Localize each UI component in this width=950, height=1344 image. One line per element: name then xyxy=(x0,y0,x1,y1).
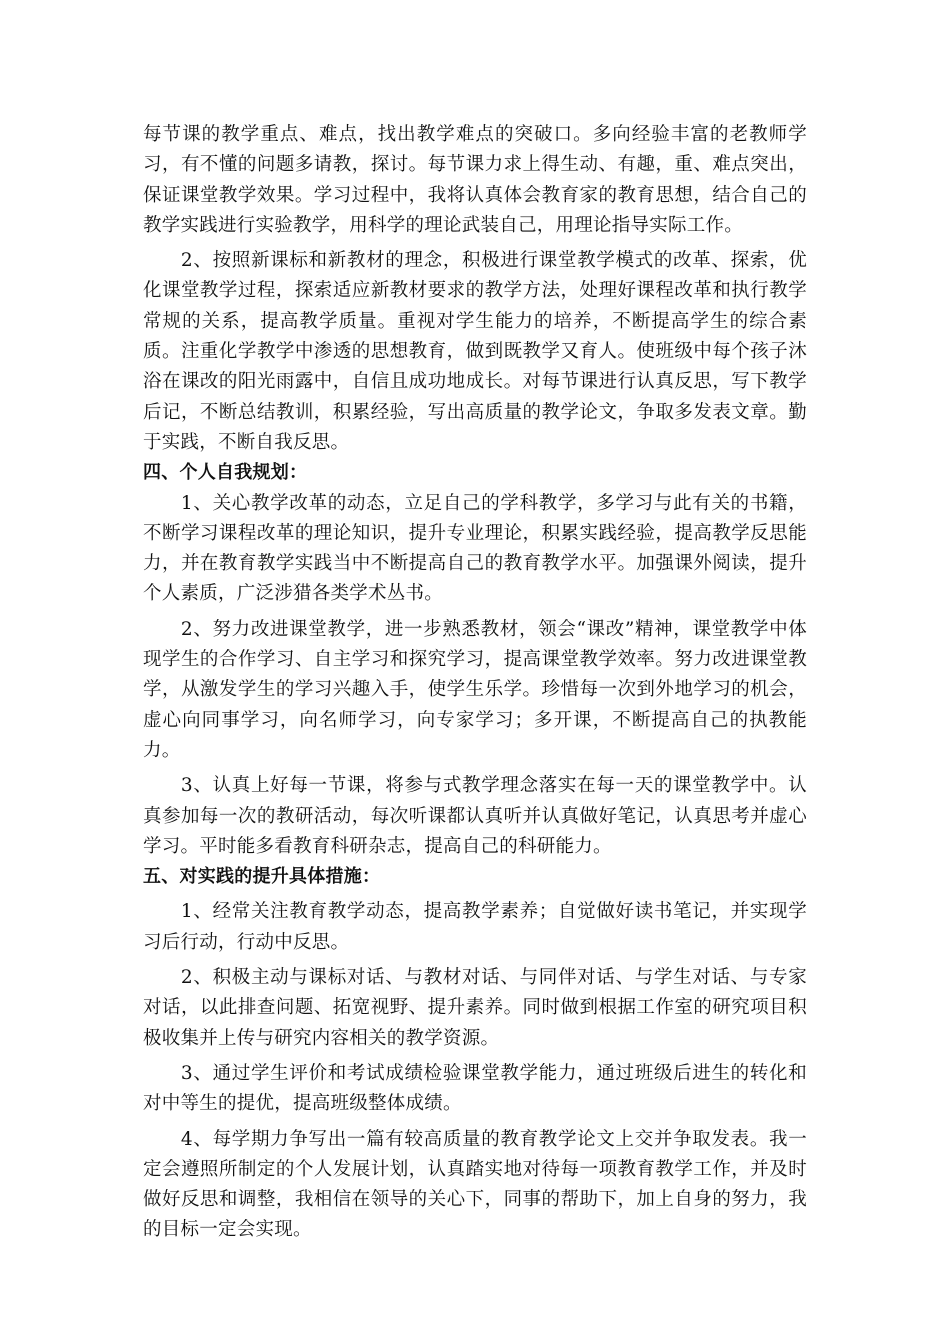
section4-item-3: 3、认真上好每一节课，将参与式教学理念落实在每一天的课堂教学中。认真参加每一次的教研活动，每次听课都认真听并认真做好笔记，认真思考并虚心学习。平时能多看教育科研杂志，提高自己的科研能力。 xyxy=(143,775,807,857)
section-heading-4: 四、个人自我规划： xyxy=(143,462,308,484)
section4-item-2: 2、努力改进课堂教学，进一步熟悉教材，领会“课改”精神，课堂教学中体现学生的合作学习、自主学习和探究学习，提高课堂教学效率。努力改进课堂教学，从激发学生的学习兴趣入手，使学生乐学。珍惜每一次到外地学习的机会，虚心向同事学习，向名师学习，向专家学习；多开课，不断提高自己的执教能力。 xyxy=(143,618,807,761)
paragraph-item-2: 2、按照新课标和新教材的理念，积极进行课堂教学模式的改革、探索，优化课堂教学过程，探索适应新教材要求的教学方法，处理好课程改革和执行教学常规的关系，提高教学质量。重视对学生能力的培养，不断提高学生的综合素质。注重化学教学中渗透的思想教育，做到既教学又育人。使班级中每个孩子沐浴在课改的阳光雨露中，自信且成功地成长。对每节课进行认真反思，写下教学后记，不断总结教训，积累经验，写出高质量的教学论文，争取多发表文章。勤于实践，不断自我反思。 xyxy=(143,250,807,453)
section4-item-1: 1、关心教学改革的动态，立足自己的学科教学，多学习与此有关的书籍，不断学习课程改革的理论知识，提升专业理论，积累实践经验，提高教学反思能力，并在教育教学实践当中不断提高自己的教育教学水平。加强课外阅读，提升个人素质，广泛涉猎各类学术丛书。 xyxy=(143,492,807,605)
section5-item-3: 3、通过学生评价和考试成绩检验课堂教学能力，通过班级后进生的转化和对中等生的提优，提高班级整体成绩。 xyxy=(143,1062,807,1115)
section5-item-2: 2、积极主动与课标对话、与教材对话、与同伴对话、与学生对话、与专家对话，以此排查问题、拓宽视野、提升素养。同时做到根据工作室的研究项目积极收集并上传与研究内容相关的教学资源。 xyxy=(143,967,807,1049)
paragraph-continuation: 每节课的教学重点、难点，找出教学难点的突破口。多向经验丰富的老教师学习，有不懂的问题多请教，探讨。每节课力求上得生动、有趣，重、难点突出，保证课堂教学效果。学习过程中，我将认真体会教育家的教育思想，结合自己的教学实践进行实验教学，用科学的理论武装自己，用理论指导实际工作。 xyxy=(143,124,807,236)
document-page xyxy=(143,120,807,1246)
section-heading-5: 五、对实践的提升具体措施： xyxy=(143,866,381,888)
section5-item-1: 1、经常关注教育教学动态，提高教学素养；自觉做好读书笔记，并实现学习后行动，行动中反思。 xyxy=(143,901,807,953)
section5-item-4: 4、每学期力争写出一篇有较高质量的教育教学论文上交并争取发表。我一定会遵照所制定的个人发展计划，认真踏实地对待每一项教育教学工作，并及时做好反思和调整，我相信在领导的关心下，同事的帮助下，加上自身的努力，我的目标一定会实现。 xyxy=(143,1128,807,1241)
